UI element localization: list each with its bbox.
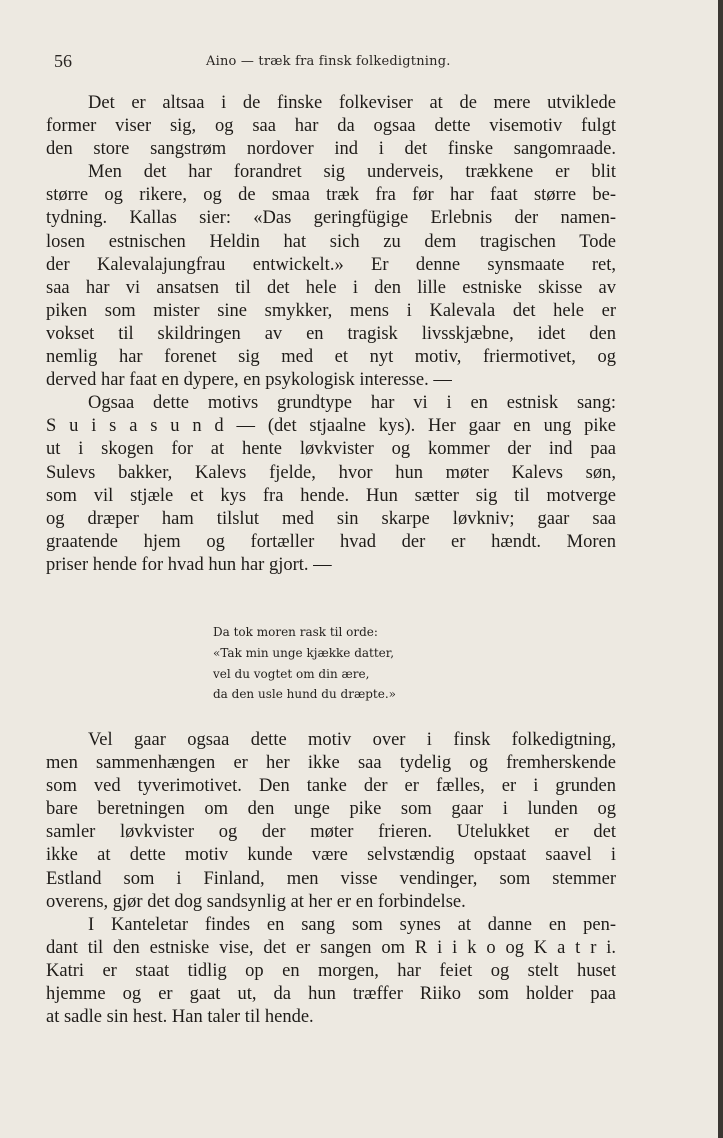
text-line: bare beretningen om den unge pike som gaar i lunden og — [46, 799, 616, 820]
text-line: saa har vi ansatsen til det hele i den lille estniske skisse av — [46, 277, 616, 298]
text-line: Katri er staat tidlig op en morgen, har feiet og stelt huset — [46, 960, 616, 981]
text-line: Men det har forandret sig underveis, trækkene er blit — [88, 162, 616, 183]
text-line: den store sangstrøm nordover ind i det finske sangomraade. — [46, 139, 616, 160]
text-line: der Kalevalajungfrau entwickelt.» Er denne synsmaate ret, — [46, 254, 616, 275]
text-line: derved har faat en dypere, en psykologisk interesse. — — [46, 370, 452, 391]
text-line: at sadle sin hest. Han taler til hende. — [46, 1007, 314, 1028]
text-line: hjemme og er gaat ut, da hun træffer Riiko som holder paa — [46, 984, 616, 1005]
text-line: piken som mister sine smykker, mens i Kalevala det hele er — [46, 300, 616, 321]
text-line: samler løvkvister og der møter frieren. Utelukket er det — [46, 822, 616, 843]
verse-quote — [213, 622, 443, 705]
text-line: Vel gaar ogsaa dette motiv over i finsk folkedigtning, — [88, 730, 616, 750]
text-line: men sammenhængen er her ikke saa tydelig og fremherskende — [46, 753, 616, 774]
text-line: dant til den estniske vise, det er sangen om R i i k o og K a t r i. — [46, 937, 616, 958]
page-header — [54, 50, 484, 74]
text-line: Ogsaa dette motivs grundtype har vi i en estnisk sang: — [88, 393, 616, 414]
text-line: Sulevs bakker, Kalevs fjelde, hvor hun møter Kalevs søn, — [46, 462, 616, 483]
paragraph-block-2 — [46, 729, 616, 1029]
text-line: Det er altsaa i de finske folkeviser at de mere utviklede — [88, 93, 616, 113]
verse-line: da den usle hund du dræpte.» — [213, 687, 396, 702]
paragraph-block-1 — [46, 92, 616, 577]
text-line: tydning. Kallas sier: «Das geringfügige Erlebnis der namen- — [46, 208, 616, 229]
text-line: Estland som i Finland, men visse vendinger, som stemmer — [46, 868, 616, 889]
page-edge-shadow — [718, 0, 723, 1138]
text-line: ikke at dette motiv kunde være selvstændig opstaat saavel i — [46, 845, 616, 866]
text-line: og dræper ham tilslut med sin skarpe løvkniv; gaar saa — [46, 508, 616, 529]
text-line: som vil stjæle et kys fra hende. Hun sætter sig til motverge — [46, 485, 616, 506]
verse-line: Da tok moren rask til orde: — [213, 625, 378, 639]
verse-line: vel du vogtet om din ære, — [213, 666, 370, 681]
text-line: større og rikere, og de smaa træk fra før har faat større be- — [46, 185, 616, 206]
text-line: vokset til skildringen av en tragisk livsskjæbne, idet den — [46, 323, 616, 344]
text-line: losen estnischen Heldin hat sich zu dem tragischen Tode — [46, 231, 616, 252]
text-line: nemlig har forenet sig med et nyt motiv, friermotivet, og — [46, 347, 616, 368]
text-line: overens, gjør det dog sandsynlig at her er en forbindelse. — [46, 891, 466, 912]
verse-line: «Tak min unge kjække datter, — [213, 645, 395, 660]
text-line: I Kanteletar findes en sang som synes at danne en pen- — [88, 914, 616, 935]
page-number: 56 — [54, 51, 72, 71]
text-line: priser hende for hvad hun har gjort. — — [46, 554, 332, 575]
text-line: S u i s a s u n d — (det stjaalne kys). Her gaar en ung pike — [46, 416, 616, 437]
text-line: former viser sig, og saa har da ogsaa dette visemotiv fulgt — [46, 116, 616, 137]
running-title: Aino — træk fra finsk folkedigtning. — [206, 54, 451, 69]
text-line: ut i skogen for at hente løvkvister og kommer der ind paa — [46, 439, 616, 460]
text-line: graatende hjem og fortæller hvad der er hændt. Moren — [46, 531, 616, 552]
text-line: som ved tyverimotivet. Den tanke der er fælles, er i grunden — [46, 776, 616, 797]
